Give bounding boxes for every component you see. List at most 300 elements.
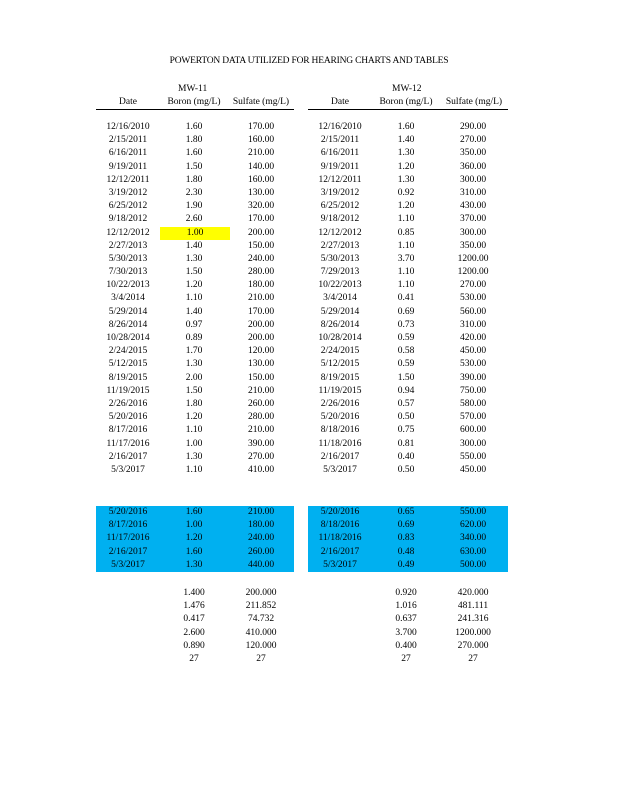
table-row xyxy=(308,519,508,532)
table-row xyxy=(308,559,508,572)
col-header-sulfate: Sulfate (mg/L) xyxy=(445,97,503,107)
sulfate-cell: 150.00 xyxy=(247,372,275,383)
boron-cell: 0.40 xyxy=(397,451,415,462)
table-row xyxy=(308,438,508,451)
date-cell: 3/19/2012 xyxy=(320,187,360,198)
stats-table-mw12 xyxy=(308,587,508,666)
boron-cell: 0.69 xyxy=(397,520,415,531)
sulfate-cell: 160.00 xyxy=(247,174,275,185)
well-header-mw11: MW-11 xyxy=(178,84,208,94)
sulfate-cell: 440.00 xyxy=(247,559,275,570)
date-cell: 2/27/2013 xyxy=(108,240,148,251)
date-cell: 10/22/2013 xyxy=(106,280,150,291)
boron-cell: 0.58 xyxy=(397,346,415,357)
boron-cell: 1.10 xyxy=(397,240,415,251)
boron-cell: 1.50 xyxy=(397,372,415,383)
table-row xyxy=(308,345,508,358)
boron-cell: 2.60 xyxy=(185,214,203,225)
col-header-date: Date xyxy=(331,97,349,107)
date-cell: 12/12/2012 xyxy=(106,227,150,238)
column-headers-mw11 xyxy=(96,97,294,110)
boron-cell: 1.60 xyxy=(397,122,415,132)
boron-cell: 1.00 xyxy=(160,227,230,240)
sulfate-cell: 140.00 xyxy=(247,161,275,172)
date-cell: 5/20/2016 xyxy=(320,507,360,517)
table-row xyxy=(308,200,508,213)
sulfate-stat: 211.852 xyxy=(245,601,277,612)
boron-stat: 1.476 xyxy=(183,601,205,612)
date-cell: 5/30/2013 xyxy=(320,253,360,264)
table-row xyxy=(96,559,294,572)
table-row xyxy=(308,424,508,437)
stats-row xyxy=(308,653,508,666)
sulfate-cell: 130.00 xyxy=(247,359,275,370)
date-cell: 8/26/2014 xyxy=(320,319,360,330)
sulfate-cell: 1200.00 xyxy=(457,253,489,264)
stats-row xyxy=(308,613,508,626)
sulfate-cell: 160.00 xyxy=(247,135,275,146)
boron-cell: 0.49 xyxy=(397,559,415,570)
table-row xyxy=(96,266,294,279)
table-row xyxy=(308,372,508,385)
boron-cell: 0.97 xyxy=(185,319,203,330)
sulfate-stat: 481.111 xyxy=(457,601,489,612)
table-row xyxy=(308,227,508,240)
sulfate-cell: 570.00 xyxy=(459,412,487,423)
table-row xyxy=(308,306,508,319)
date-cell: 11/17/2016 xyxy=(106,438,150,449)
table-row xyxy=(96,279,294,292)
table-row xyxy=(308,332,508,345)
table-row xyxy=(96,546,294,559)
boron-cell: 0.59 xyxy=(397,333,415,343)
sulfate-cell: 310.00 xyxy=(459,187,487,198)
boron-cell: 1.40 xyxy=(185,306,203,317)
stats-row xyxy=(308,627,508,640)
table-row xyxy=(96,134,294,147)
sulfate-cell: 420.00 xyxy=(459,333,487,343)
boron-cell: 1.60 xyxy=(185,148,203,159)
sulfate-stat: 200.000 xyxy=(245,588,277,598)
boron-cell: 0.85 xyxy=(397,227,415,238)
boron-stat: 1.400 xyxy=(183,588,205,598)
date-cell: 5/29/2014 xyxy=(320,306,360,317)
sulfate-cell: 620.00 xyxy=(459,520,487,531)
page-title: POWERTON DATA UTILIZED FOR HEARING CHARTS AND TABLES xyxy=(169,56,449,66)
table-row xyxy=(308,532,508,545)
column-headers-mw12 xyxy=(308,97,508,110)
boron-cell: 0.83 xyxy=(397,533,415,544)
sulfate-cell: 310.00 xyxy=(459,319,487,330)
sulfate-cell: 120.00 xyxy=(247,346,275,357)
boron-cell: 1.30 xyxy=(397,148,415,159)
boron-cell: 1.20 xyxy=(397,161,415,172)
table-row xyxy=(96,532,294,545)
table-row xyxy=(308,451,508,464)
boron-cell: 0.94 xyxy=(397,385,415,396)
table-row xyxy=(96,240,294,253)
table-row xyxy=(308,292,508,305)
date-cell: 5/20/2016 xyxy=(108,412,148,423)
sulfate-cell: 390.00 xyxy=(247,438,275,449)
boron-cell: 1.80 xyxy=(185,398,203,409)
sulfate-cell: 340.00 xyxy=(459,533,487,544)
boron-cell: 1.20 xyxy=(185,412,203,423)
boron-cell: 1.30 xyxy=(185,559,203,570)
date-cell: 11/19/2015 xyxy=(106,385,150,396)
boron-cell: 1.40 xyxy=(397,135,415,146)
sulfate-cell: 260.00 xyxy=(247,398,275,409)
sulfate-cell: 280.00 xyxy=(247,267,275,278)
boron-stat: 0.637 xyxy=(395,614,417,625)
sulfate-cell: 390.00 xyxy=(459,372,487,383)
table-row xyxy=(96,398,294,411)
date-cell: 8/17/2016 xyxy=(108,520,148,531)
date-cell: 3/4/2014 xyxy=(111,293,145,304)
date-cell: 8/19/2015 xyxy=(320,372,360,383)
sulfate-cell: 240.00 xyxy=(247,253,275,264)
boron-cell: 0.75 xyxy=(397,425,415,436)
table-row xyxy=(308,121,508,134)
boron-cell: 0.65 xyxy=(397,507,415,517)
sulfate-cell: 210.00 xyxy=(247,148,275,159)
boron-cell: 1.90 xyxy=(185,201,203,212)
stats-row xyxy=(96,640,294,653)
boron-stat: 0.920 xyxy=(395,588,417,598)
sulfate-cell: 290.00 xyxy=(459,122,487,132)
date-cell: 9/18/2012 xyxy=(108,214,148,225)
table-row xyxy=(308,266,508,279)
table-row xyxy=(96,385,294,398)
table-row xyxy=(96,200,294,213)
table-row xyxy=(96,227,294,240)
table-row xyxy=(96,464,294,477)
sulfate-cell: 210.00 xyxy=(247,507,275,517)
sulfate-cell: 410.00 xyxy=(247,464,275,475)
boron-stat: 1.016 xyxy=(395,601,417,612)
highlighted-table-mw11 xyxy=(96,506,294,572)
boron-cell: 1.40 xyxy=(185,240,203,251)
sulfate-cell: 270.00 xyxy=(459,135,487,146)
sulfate-cell: 750.00 xyxy=(459,385,487,396)
date-cell: 10/22/2013 xyxy=(318,280,362,291)
sulfate-cell: 500.00 xyxy=(459,559,487,570)
date-cell: 5/29/2014 xyxy=(108,306,148,317)
date-cell: 8/17/2016 xyxy=(108,425,148,436)
stats-row xyxy=(96,653,294,666)
date-cell: 5/3/2017 xyxy=(323,464,357,475)
sulfate-cell: 530.00 xyxy=(459,359,487,370)
table-row xyxy=(308,187,508,200)
date-cell: 2/15/2011 xyxy=(320,135,360,146)
date-cell: 12/16/2010 xyxy=(318,122,362,132)
boron-cell: 0.81 xyxy=(397,438,415,449)
table-row xyxy=(308,411,508,424)
stats-row xyxy=(96,600,294,613)
date-cell: 11/19/2015 xyxy=(318,385,362,396)
date-cell: 11/18/2016 xyxy=(318,438,362,449)
boron-cell: 1.70 xyxy=(185,346,203,357)
table-row xyxy=(308,147,508,160)
well-header-mw12: MW-12 xyxy=(392,84,422,94)
table-row xyxy=(96,372,294,385)
table-row xyxy=(96,161,294,174)
date-cell: 2/16/2017 xyxy=(108,451,148,462)
date-cell: 5/20/2016 xyxy=(320,412,360,423)
boron-cell: 1.30 xyxy=(185,359,203,370)
date-cell: 9/19/2011 xyxy=(320,161,360,172)
date-cell: 5/30/2013 xyxy=(108,253,148,264)
boron-cell: 1.20 xyxy=(397,201,415,212)
date-cell: 10/28/2014 xyxy=(106,333,150,343)
date-cell: 9/18/2012 xyxy=(320,214,360,225)
table-row xyxy=(96,332,294,345)
table-row xyxy=(308,464,508,477)
boron-cell: 1.10 xyxy=(397,267,415,278)
sulfate-stat: 241.316 xyxy=(457,614,489,625)
sulfate-cell: 210.00 xyxy=(247,293,275,304)
col-header-boron: Boron (mg/L) xyxy=(167,97,221,107)
date-cell: 8/18/2016 xyxy=(320,520,360,531)
sulfate-stat: 1200.000 xyxy=(455,627,491,638)
boron-stat: 3.700 xyxy=(395,627,417,638)
sulfate-cell: 270.00 xyxy=(459,280,487,291)
sulfate-cell: 270.00 xyxy=(247,451,275,462)
table-row xyxy=(96,174,294,187)
date-cell: 12/12/2011 xyxy=(318,174,362,185)
table-row xyxy=(308,546,508,559)
date-cell: 2/27/2013 xyxy=(320,240,360,251)
table-row xyxy=(308,385,508,398)
date-cell: 12/12/2012 xyxy=(318,227,362,238)
table-row xyxy=(96,187,294,200)
sulfate-cell: 210.00 xyxy=(247,385,275,396)
date-cell: 5/12/2015 xyxy=(108,359,148,370)
table-row xyxy=(308,134,508,147)
table-row xyxy=(96,121,294,134)
sulfate-cell: 150.00 xyxy=(247,240,275,251)
table-row xyxy=(308,253,508,266)
sulfate-cell: 170.00 xyxy=(247,306,275,317)
sulfate-cell: 580.00 xyxy=(459,398,487,409)
date-cell: 5/3/2017 xyxy=(111,559,145,570)
sulfate-cell: 350.00 xyxy=(459,240,487,251)
sulfate-cell: 530.00 xyxy=(459,293,487,304)
boron-cell: 1.20 xyxy=(185,533,203,544)
boron-stat: 0.417 xyxy=(183,614,205,625)
boron-cell: 1.00 xyxy=(185,520,203,531)
boron-cell: 0.41 xyxy=(397,293,415,304)
boron-cell: 1.10 xyxy=(185,425,203,436)
date-cell: 12/12/2011 xyxy=(106,174,150,185)
table-row xyxy=(96,319,294,332)
boron-stat: 0.890 xyxy=(183,640,205,651)
boron-cell: 0.69 xyxy=(397,306,415,317)
stats-row xyxy=(308,640,508,653)
table-row xyxy=(308,174,508,187)
date-cell: 5/12/2015 xyxy=(320,359,360,370)
date-cell: 9/19/2011 xyxy=(108,161,148,172)
sulfate-cell: 450.00 xyxy=(459,346,487,357)
boron-cell: 1.60 xyxy=(185,546,203,557)
col-header-date: Date xyxy=(119,97,137,107)
sulfate-cell: 550.00 xyxy=(459,507,487,517)
stats-table-mw11 xyxy=(96,587,294,666)
date-cell: 5/3/2017 xyxy=(111,464,145,475)
table-row xyxy=(96,519,294,532)
date-cell: 8/19/2015 xyxy=(108,372,148,383)
sulfate-cell: 300.00 xyxy=(459,227,487,238)
table-row xyxy=(96,213,294,226)
date-cell: 5/3/2017 xyxy=(323,559,357,570)
date-cell: 11/18/2016 xyxy=(318,533,362,544)
boron-cell: 1.20 xyxy=(185,280,203,291)
boron-cell: 1.60 xyxy=(185,122,203,132)
sulfate-cell: 180.00 xyxy=(247,280,275,291)
sulfate-stat: 27 xyxy=(468,653,478,664)
boron-cell: 0.50 xyxy=(397,412,415,423)
sulfate-cell: 300.00 xyxy=(459,174,487,185)
boron-cell: 1.10 xyxy=(185,464,203,475)
date-cell: 7/30/2013 xyxy=(108,267,148,278)
sulfate-cell: 630.00 xyxy=(459,546,487,557)
date-cell: 6/25/2012 xyxy=(320,201,360,212)
boron-stat: 2.600 xyxy=(183,627,205,638)
date-cell: 6/16/2011 xyxy=(320,148,360,159)
table-row xyxy=(308,279,508,292)
sulfate-cell: 360.00 xyxy=(459,161,487,172)
boron-cell: 0.57 xyxy=(397,398,415,409)
stats-row xyxy=(308,587,508,600)
date-cell: 5/20/2016 xyxy=(108,507,148,517)
boron-cell: 1.10 xyxy=(185,293,203,304)
stats-row xyxy=(96,587,294,600)
date-cell: 12/16/2010 xyxy=(106,122,150,132)
boron-cell: 0.92 xyxy=(397,187,415,198)
sulfate-cell: 1200.00 xyxy=(457,267,489,278)
sulfate-cell: 200.00 xyxy=(247,319,275,330)
sulfate-cell: 200.00 xyxy=(247,227,275,238)
boron-cell: 1.50 xyxy=(185,161,203,172)
sulfate-cell: 180.00 xyxy=(247,520,275,531)
table-row xyxy=(96,438,294,451)
boron-cell: 0.73 xyxy=(397,319,415,330)
sulfate-cell: 370.00 xyxy=(459,214,487,225)
sulfate-cell: 260.00 xyxy=(247,546,275,557)
boron-cell: 2.30 xyxy=(185,187,203,198)
sulfate-cell: 550.00 xyxy=(459,451,487,462)
sulfate-stat: 74.732 xyxy=(247,614,275,625)
date-cell: 7/29/2013 xyxy=(320,267,360,278)
data-table-mw12 xyxy=(308,121,508,477)
sulfate-cell: 300.00 xyxy=(459,438,487,449)
table-row xyxy=(308,319,508,332)
table-row xyxy=(96,451,294,464)
date-cell: 2/24/2015 xyxy=(320,346,360,357)
sulfate-cell: 210.00 xyxy=(247,425,275,436)
boron-cell: 1.80 xyxy=(185,135,203,146)
table-row xyxy=(96,411,294,424)
sulfate-stat: 270.000 xyxy=(457,640,489,651)
sulfate-cell: 240.00 xyxy=(247,533,275,544)
date-cell: 11/17/2016 xyxy=(106,533,150,544)
table-row xyxy=(96,253,294,266)
date-cell: 2/26/2016 xyxy=(320,398,360,409)
boron-stat: 27 xyxy=(401,653,411,664)
sulfate-cell: 600.00 xyxy=(459,425,487,436)
sulfate-stat: 420.000 xyxy=(457,588,489,598)
boron-cell: 1.50 xyxy=(185,385,203,396)
stats-row xyxy=(308,600,508,613)
boron-cell: 1.30 xyxy=(185,451,203,462)
sulfate-cell: 130.00 xyxy=(247,187,275,198)
date-cell: 6/16/2011 xyxy=(108,148,148,159)
boron-cell: 1.10 xyxy=(397,214,415,225)
sulfate-cell: 560.00 xyxy=(459,306,487,317)
table-row xyxy=(308,358,508,371)
table-row xyxy=(96,345,294,358)
boron-cell: 0.89 xyxy=(185,333,203,343)
boron-cell: 0.59 xyxy=(397,359,415,370)
sulfate-cell: 280.00 xyxy=(247,412,275,423)
date-cell: 8/26/2014 xyxy=(108,319,148,330)
date-cell: 2/16/2017 xyxy=(320,546,360,557)
sulfate-cell: 450.00 xyxy=(459,464,487,475)
table-row xyxy=(96,147,294,160)
stats-row xyxy=(96,627,294,640)
date-cell: 3/4/2014 xyxy=(323,293,357,304)
boron-cell: 1.10 xyxy=(397,280,415,291)
boron-cell: 1.30 xyxy=(397,174,415,185)
date-cell: 2/15/2011 xyxy=(108,135,148,146)
sulfate-cell: 170.00 xyxy=(247,122,275,132)
highlighted-table-mw12 xyxy=(308,506,508,572)
table-row xyxy=(308,240,508,253)
table-row xyxy=(96,506,294,519)
boron-stat: 27 xyxy=(189,653,199,664)
boron-stat: 0.400 xyxy=(395,640,417,651)
sulfate-cell: 170.00 xyxy=(247,214,275,225)
table-row xyxy=(308,398,508,411)
date-cell: 8/18/2016 xyxy=(320,425,360,436)
boron-cell: 1.80 xyxy=(185,174,203,185)
sulfate-cell: 430.00 xyxy=(459,201,487,212)
col-header-sulfate: Sulfate (mg/L) xyxy=(232,97,290,107)
date-cell: 6/25/2012 xyxy=(108,201,148,212)
table-row xyxy=(96,424,294,437)
date-cell: 3/19/2012 xyxy=(108,187,148,198)
sulfate-stat: 410.000 xyxy=(245,627,277,638)
date-cell: 2/16/2017 xyxy=(108,546,148,557)
sulfate-cell: 200.00 xyxy=(247,333,275,343)
table-row xyxy=(308,213,508,226)
boron-cell: 2.00 xyxy=(185,372,203,383)
sulfate-cell: 320.00 xyxy=(247,201,275,212)
boron-cell: 0.48 xyxy=(397,546,415,557)
table-row xyxy=(96,358,294,371)
boron-cell: 1.60 xyxy=(185,507,203,517)
date-cell: 2/24/2015 xyxy=(108,346,148,357)
table-row xyxy=(308,161,508,174)
sulfate-cell: 350.00 xyxy=(459,148,487,159)
date-cell: 2/26/2016 xyxy=(108,398,148,409)
boron-cell: 1.50 xyxy=(185,267,203,278)
sulfate-stat: 120.000 xyxy=(245,640,277,651)
table-row xyxy=(96,292,294,305)
sulfate-stat: 27 xyxy=(256,653,266,664)
date-cell: 10/28/2014 xyxy=(318,333,362,343)
stats-row xyxy=(96,613,294,626)
